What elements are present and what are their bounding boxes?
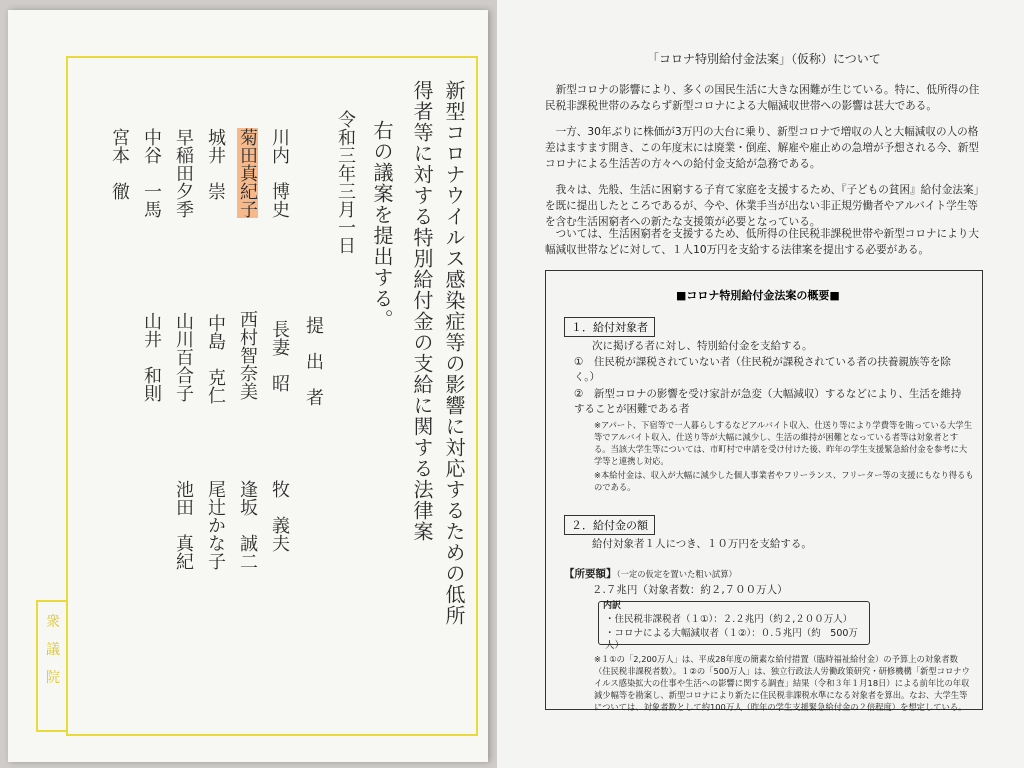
submitter-name: 城井 崇 [205, 128, 226, 200]
paragraph: 新型コロナの影響により、多くの国民生活に大きな困難が生じている。特に、低所得の住民税非課税世帯のみならず新型コロナによる大幅減収世帯への影響は甚大である。 [545, 84, 980, 112]
note: ※本給付金は、収入が大幅に減少した個人事業者やフリーランス、フリーター等の支援にもなり得るものである。 [594, 470, 974, 492]
breakdown-item: ・住民税非課税者（１①）：２.２兆円（約２,２００万人） [605, 614, 853, 625]
submitter-name: 早稲田夕季 [173, 128, 194, 218]
section-heading: １．給付対象者 [564, 317, 655, 337]
highlighted-name: 菊田真紀子 [237, 128, 258, 218]
footnote: ※１①の「2,200万人」は、平成28年度の簡素な給付措置（臨時福祉給付金）の予算上の対象者数（住民税非課税者数）。１②の「500万人」は、独立行政法人労働政策研究・研修機構「新型コロナウイルス感染拡大の仕事や生活への影響に関する調査」結果（令和３年１月18日）による前年比の年収減少幅等を勘案し、新型コロナにより新たに住民税非課税水準になる対象者を算出。なお、大学生等については、対象者数として約100万人（昨年の学生支援緊急給付金の２倍程度）を想定している。 [594, 654, 970, 712]
list-item: ① 住民税が課税されていない者（住民税が課税されている者の扶養親族等を除く。） [574, 356, 951, 383]
submitter-name: 宮本 徹 [109, 128, 130, 200]
page-title: 「コロナ特別給付金法案」（仮称）について [647, 52, 881, 66]
submitter-name: 中谷 一馬 [141, 128, 162, 218]
breakdown-box [598, 601, 870, 651]
submitter-name: 川内 博史 [269, 128, 290, 218]
submitter-name: 西村智奈美 [237, 310, 258, 400]
list-item: ② 新型コロナの影響を受け家計が急変（大幅減収）するなどにより、生活を維持することが困難である者 [574, 388, 962, 415]
left-document-page [8, 10, 488, 762]
submitter-name-highlighted [234, 128, 260, 218]
section-lead: 次に掲げる者に対し、特別給付金を支給する。 [592, 340, 813, 352]
paragraph: 一方、30年ぶりに株価が3万円の大台に乗り、新型コロナで増収の人と大幅減収の人の格差はますます開き、この年度末には廃業・倒産、解雇や雇止めの急増が予想される今、新型コロナによる生活苦の方々への給付金支給が急務である。 [545, 126, 979, 170]
submitter-name: 中島 克仁 [205, 314, 226, 404]
note: ※アパート、下宿等で一人暮らしするなどアルバイト収入、仕送り等により学費等を賄っている大学生等でアルバイト収入、仕送り等が大幅に減少し、生活の維持が困難となっている者等は対象者とする。当該大学生等については、市町村で申請を受け付けた後、昨年の学生支援緊急給付金を参考に大学等と連携し対応。 [594, 420, 972, 466]
bill-title-line2: 得者等に対する特別給付金の支給に関する法律案 [410, 80, 434, 542]
bill-statement: 右の議案を提出する。 [370, 120, 394, 330]
submitter-name: 池田 真紀 [173, 480, 194, 570]
submitter-label: 提 出 者 [303, 316, 324, 406]
section-text: 給付対象者１人につき、１０万円を支給する。 [592, 538, 812, 550]
breakdown-item: ・コロナによる大幅減収者（１②）：０.５兆円（約 500万人） [605, 628, 858, 651]
budget-label [564, 567, 737, 582]
bill-title-line1: 新型コロナウイルス感染症等の影響に対応するための低所 [442, 80, 466, 626]
submitter-name: 尾辻かな子 [205, 480, 226, 570]
submitter-name: 牧 義夫 [269, 480, 290, 552]
house-tag: 衆議院 [46, 614, 60, 686]
date: 令和三年三月一日 [335, 110, 356, 254]
budget-total: ２.７兆円（対象者数：約２,７００万人） [592, 584, 788, 596]
submitter-name: 山川百合子 [173, 312, 194, 402]
section-heading: ２．給付金の額 [564, 515, 655, 535]
budget-label-text: 【所要額】 [564, 568, 617, 580]
paragraph: 我々は、先般、生活に困窮する子育て家庭を支援するため、『子どもの貧困』給付金法案」を既に提出したところであるが、今や、休業手当が出ない非正規労働者やアルバイト学生等を含む生活困窮者への新たな支援策が必要となっている。 [545, 184, 985, 228]
submitter-name: 山井 和則 [141, 312, 162, 402]
submitter-name: 長妻 昭 [269, 320, 290, 392]
summary-box-title: ■コロナ特別給付金法案の概要■ [676, 289, 840, 302]
budget-note: （一定の仮定を置いた粗い試算） [616, 569, 737, 579]
summary-box [545, 270, 983, 710]
paragraph: ついては、生活困窮者を支援するため、低所得の住民税非課税世帯や新型コロナにより大幅減収世帯などに対して、１人10万円を支給する法律案を提出する必要がある。 [545, 228, 979, 256]
right-document-page [497, 0, 1024, 768]
submitter-name: 逢坂 誠二 [237, 480, 258, 570]
breakdown-label: 内訳 [603, 601, 622, 611]
